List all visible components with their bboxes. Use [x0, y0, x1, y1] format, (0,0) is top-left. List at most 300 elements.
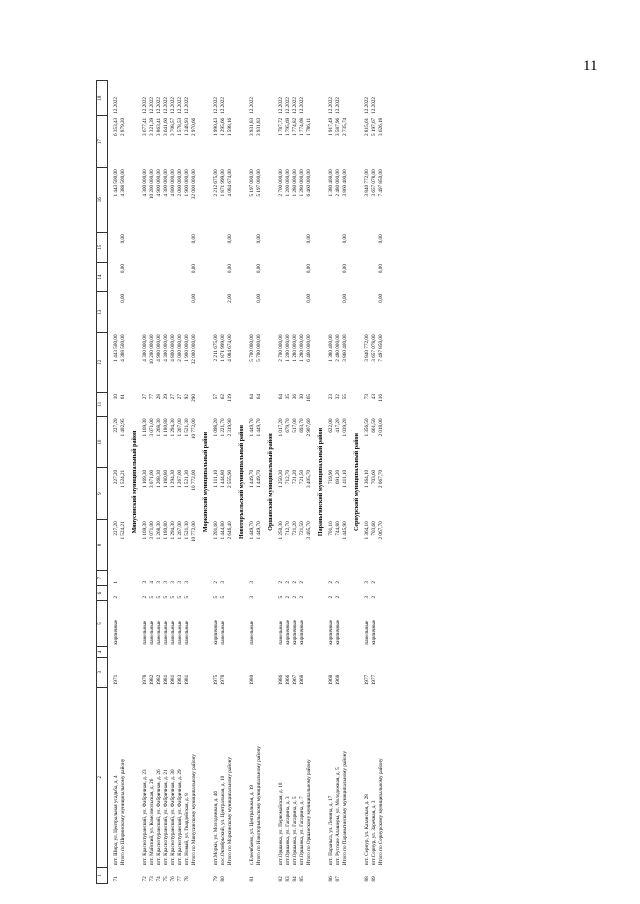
section-title: Минусинский муниципальный район [132, 430, 138, 534]
cell-col-3 [378, 657, 387, 687]
cell-col-10: 2 018,00 [378, 418, 384, 437]
cell-col-11: 32 [335, 394, 341, 400]
cell-col-11: 35 [285, 394, 291, 400]
cell-col-13 [170, 292, 177, 333]
cell-col-7: 3 [220, 581, 226, 584]
cell-col-5: панельные [249, 620, 255, 645]
cell-col-8: 1 444,80 [220, 521, 226, 540]
cell-col-13: 0,00 [120, 293, 126, 303]
cell-col-18: 12.2022 [335, 96, 341, 114]
cell-col-2: Итого по Моркинскому муниципальному району [227, 757, 233, 866]
cell-col-4 [342, 647, 351, 658]
table-row [142, 81, 149, 884]
cell-col-3: 1966 [285, 674, 291, 686]
cell-col-2: пгт. Краснотуранский, ул. Фабричная, д. 30 [170, 769, 176, 866]
cell-col-2: Итого по Оршанскому муниципальному району [306, 759, 312, 866]
cell-col-1: 78 [184, 876, 190, 882]
cell-col-12: 2 000 000,00 [177, 334, 183, 362]
cell-col-5: кирпичные [285, 619, 291, 645]
cell-col-17: 3 641,60 [163, 117, 169, 136]
cell-col-17: 2 970,66 [191, 117, 197, 136]
cell-col-17: 1 787,72 [278, 117, 284, 136]
cell-col-18: 12.2022 [285, 96, 291, 114]
cell-col-2: пгт.Оршанка, ул. Гагарина, д. 3 [285, 796, 291, 866]
cell-col-5: панельные [177, 620, 183, 645]
cell-col-6 [227, 586, 236, 601]
cell-col-4 [170, 647, 177, 658]
cell-col-13 [249, 292, 256, 333]
cell-col-16: 3 840 772,00 [364, 169, 370, 197]
cell-col-8: 721,50 [299, 521, 305, 536]
cell-col-6: 5 [177, 595, 183, 599]
cell-col-8: 703,60 [371, 521, 377, 536]
cell-col-18: 12.2022 [184, 96, 190, 114]
cell-col-17: 3 708,57 [170, 117, 176, 136]
cell-col-13 [299, 292, 306, 333]
cell-col-12: 5 700 000,00 [256, 334, 262, 362]
cell-col-15 [149, 232, 156, 262]
cell-col-1: 86 [328, 876, 334, 882]
cell-col-2: пгт. Шира, ул. Центральная усадьба, д. 4 [113, 775, 119, 866]
cell-col-1: 87 [335, 876, 341, 882]
cell-col-9: 3 071,00 [149, 469, 155, 488]
housing-program-table [96, 80, 387, 884]
cell-col-2: Итого по Сернурскому муниципальному району [378, 758, 384, 866]
cell-col-8: 3 405,70 [306, 521, 312, 540]
cell-col-12: 1 900 000,00 [184, 334, 190, 362]
cell-col-16: 1 443 500,00 [113, 169, 119, 197]
cell-col-10: 1 449,70 [256, 418, 262, 437]
cell-col-16: 4 300 000,00 [142, 169, 148, 197]
cell-col-9: 1 364,10 [364, 469, 370, 488]
cell-col-2: пос.Октябрьский, ул. Центральная, д. 10 [220, 775, 226, 866]
cell-col-18: 12.2022 [364, 96, 370, 114]
column-header-4: 4 [97, 647, 108, 658]
cell-col-9: 1 267,00 [177, 469, 183, 488]
cell-col-10: 1 268,30 [156, 418, 162, 437]
cell-col-10: 679,70 [285, 418, 291, 433]
cell-col-13 [113, 292, 120, 333]
cell-col-14: 0,00 [191, 264, 197, 274]
cell-col-3: 1968 [328, 674, 334, 686]
cell-col-3 [342, 657, 351, 687]
cell-col-8: 1 268,30 [156, 521, 162, 540]
cell-col-14 [299, 262, 306, 292]
cell-col-2: пгт. Краснотуранский, ул. Фабричная, д. 23 [142, 769, 148, 866]
cell-col-4 [149, 647, 156, 658]
cell-col-14 [371, 262, 378, 292]
cell-col-3: 1968 [335, 674, 341, 686]
cell-col-4 [191, 647, 200, 658]
cell-col-15 [113, 232, 120, 262]
cell-col-5: панельные [278, 620, 284, 645]
cell-col-5: панельные [364, 620, 370, 645]
cell-col-6: 2 [299, 595, 305, 599]
cell-col-17: 1 248,93 [184, 117, 190, 136]
cell-col-9: 691,20 [335, 469, 341, 485]
cell-col-12: 1 871 999,00 [220, 334, 226, 362]
cell-col-15 [299, 232, 306, 262]
cell-col-11: 62 [220, 394, 226, 400]
cell-col-7: 2 [328, 581, 334, 584]
cell-col-16: 4 900 000,00 [156, 169, 162, 197]
cell-col-1: 71 [113, 876, 119, 882]
table-row [184, 81, 191, 884]
cell-col-13 [156, 292, 163, 333]
cell-col-14 [163, 262, 170, 292]
cell-col-18: 12.2022 [149, 96, 155, 114]
cell-col-5: кирпичные [299, 619, 305, 645]
cell-col-10: 2 907,60 [306, 418, 312, 437]
cell-col-8: 1 449,70 [249, 521, 255, 540]
cell-col-6: 5 [213, 595, 219, 599]
cell-col-18: 12.2022 [213, 96, 219, 114]
cell-col-14 [177, 262, 184, 292]
cell-col-7: 3 [142, 581, 148, 584]
cell-col-10: 1 039,20 [342, 418, 348, 437]
section-title: Моркинский муниципальный район [203, 431, 209, 533]
cell-col-6: 5 [220, 595, 226, 599]
cell-col-8: 1 250,30 [278, 521, 284, 540]
cell-col-13 [285, 292, 292, 333]
cell-col-12: 3 657 078,00 [371, 334, 377, 362]
cell-col-9: 1 180,80 [163, 469, 169, 488]
cell-col-13 [213, 292, 220, 333]
cell-col-7: 3 [163, 581, 169, 584]
cell-col-14 [249, 262, 256, 292]
cell-col-7: 2 [299, 581, 305, 584]
cell-col-1: 89 [371, 876, 377, 882]
district-total-row [227, 81, 236, 884]
cell-col-13 [163, 292, 170, 333]
cell-col-10: 622,00 [328, 418, 334, 433]
cell-col-10: 693,70 [299, 418, 305, 433]
cell-col-3: 1981 [170, 674, 176, 686]
cell-col-3 [306, 657, 315, 687]
cell-col-7: 2 [292, 581, 298, 584]
district-section-heading [265, 81, 278, 884]
cell-col-4 [335, 647, 342, 658]
district-section-heading [129, 81, 142, 884]
cell-col-5: панельные [184, 620, 190, 645]
cell-col-10: 1 017,20 [278, 418, 284, 437]
column-header-9: 9 [97, 468, 108, 519]
cell-col-5: панельные [142, 620, 148, 645]
cell-col-18: 12.2022 [249, 96, 255, 114]
cell-col-9: 1 111,10 [213, 469, 219, 488]
column-header-17: 17 [97, 116, 108, 167]
cell-col-9: 10 772,00 [191, 469, 197, 491]
cell-col-15: 0,00 [227, 234, 233, 244]
cell-col-10: 1 169,30 [142, 418, 148, 437]
column-header-5: 5 [97, 601, 108, 647]
cell-col-17: 1 786,11 [306, 117, 312, 136]
cell-col-6 [306, 586, 315, 601]
cell-col-1: 74 [156, 876, 162, 882]
table-row [278, 81, 285, 884]
cell-col-1 [120, 867, 129, 883]
cell-col-2: пгт. Краснотуранский, ул. Фабричная, д. 29 [177, 769, 183, 866]
cell-col-15 [213, 232, 220, 262]
landscape-sheet [96, 80, 606, 884]
cell-col-17: 1 990,43 [213, 117, 219, 136]
cell-col-1 [227, 867, 236, 883]
cell-col-1: 72 [142, 876, 148, 882]
cell-col-11: 64 [256, 394, 262, 400]
column-header-14: 14 [97, 262, 108, 292]
cell-col-2: пгт. Русские Алашеры, ул. Молодежная, д. 5 [335, 767, 341, 866]
cell-col-9: 1 250,30 [278, 469, 284, 488]
cell-col-1: 80 [220, 876, 226, 882]
cell-col-1 [342, 867, 351, 883]
cell-col-2: Итого по Новоторъяльскому муниципальному району [256, 746, 262, 866]
cell-col-11: 290 [191, 394, 197, 402]
cell-col-8: 10 772,00 [191, 521, 197, 543]
district-section-heading [315, 81, 328, 884]
cell-col-6: 2 [371, 595, 377, 599]
cell-col-15 [163, 232, 170, 262]
cell-col-6: 2 [285, 595, 291, 599]
cell-col-17: 1 774,82 [292, 117, 298, 136]
cell-col-13: 0,00 [378, 293, 384, 303]
section-title: Параньгинский муниципальный район [318, 427, 324, 537]
cell-col-12: 1 380 400,00 [328, 334, 334, 362]
cell-col-2: пгт.Оршанка, ул. Гагарина, д. 7 [299, 796, 305, 866]
cell-col-13 [335, 292, 342, 333]
cell-col-17: 1 774,08 [299, 117, 305, 136]
cell-col-11: 55 [342, 394, 348, 400]
cell-col-1: 75 [163, 876, 169, 882]
cell-col-2: с.Елеевбаево, ул. Центральная, д. 19 [249, 784, 255, 866]
cell-col-4 [177, 647, 184, 658]
cell-col-15: 0,00 [191, 234, 197, 244]
cell-col-18 [378, 81, 387, 116]
table-row [213, 81, 220, 884]
district-total-row [306, 81, 315, 884]
cell-col-1 [256, 867, 265, 883]
cell-col-18: 12.2022 [299, 96, 305, 114]
section-title: Новоторъяльский муниципальный район [239, 425, 245, 539]
cell-col-2: пгт.Оршанка, ул. Первомайская, д. 10 [278, 782, 284, 866]
cell-col-3: 1983 [177, 674, 183, 686]
cell-col-3: 1982 [149, 674, 155, 686]
district-section-heading [200, 81, 213, 884]
cell-col-3: 1986 [278, 674, 284, 686]
rotated-table-area [96, 80, 606, 884]
cell-col-8: 2 067,70 [378, 521, 384, 540]
cell-col-16: 1 380 400,00 [328, 169, 334, 197]
cell-col-16: 10 200 000,00 [149, 169, 155, 200]
cell-col-2: пгт. Краснотуранский, ул. Фабричная, д. 21 [163, 769, 169, 866]
cell-col-10: 1 180,80 [163, 418, 169, 437]
cell-col-18 [256, 81, 265, 116]
cell-col-13 [292, 292, 299, 333]
cell-col-17: 2 815,61 [364, 117, 370, 136]
cell-col-14: 0,00 [227, 264, 233, 274]
cell-col-5: панельные [163, 620, 169, 645]
cell-col-4 [227, 647, 236, 658]
table-row [156, 81, 163, 884]
cell-col-10: 661,50 [371, 418, 377, 433]
cell-col-5 [227, 601, 236, 647]
cell-col-9: 1 444,80 [220, 469, 226, 488]
table-row [292, 81, 299, 884]
district-total-row [378, 81, 387, 884]
cell-col-14 [170, 262, 177, 292]
section-title: Оршанский муниципальный район [268, 433, 274, 531]
cell-col-12: 4 800 000,00 [170, 334, 176, 362]
cell-col-11: 27 [142, 394, 148, 400]
table-row [163, 81, 170, 884]
cell-col-12: 3 860 400,00 [342, 334, 348, 362]
cell-col-7 [342, 571, 351, 586]
cell-col-17: 3 626,18 [378, 117, 384, 136]
cell-col-16: 5 197 000,00 [249, 169, 255, 197]
cell-col-11: 64 [249, 394, 255, 400]
cell-col-10: 1 221,70 [220, 418, 226, 437]
cell-col-8: 712,70 [285, 521, 291, 536]
cell-col-9: 227,20 [113, 469, 119, 485]
cell-col-9: 3 405,70 [306, 469, 312, 488]
cell-col-1 [191, 867, 200, 883]
cell-col-3 [227, 657, 236, 687]
table-row [299, 81, 306, 884]
cell-col-17: 3 931,83 [249, 117, 255, 136]
cell-col-7: 2 [278, 581, 284, 584]
cell-col-3: 1981 [184, 674, 190, 686]
cell-col-11: 43 [371, 394, 377, 400]
cell-col-8: 1 364,10 [364, 521, 370, 540]
cell-col-11: 119 [227, 394, 233, 402]
cell-col-8: 1 169,30 [142, 521, 148, 540]
cell-col-7: 4 [149, 581, 155, 584]
cell-col-5 [306, 601, 315, 647]
cell-col-15 [249, 232, 256, 262]
cell-col-6 [191, 586, 200, 601]
cell-col-13 [371, 292, 378, 333]
cell-col-4 [292, 647, 299, 658]
cell-col-13: 2,00 [227, 293, 233, 303]
cell-col-12: 4 388 500,00 [120, 334, 126, 362]
page-number: 11 [583, 58, 598, 74]
cell-col-9: 1 449,70 [256, 469, 262, 488]
cell-col-8: 721,20 [292, 521, 298, 536]
cell-col-13 [184, 292, 191, 333]
cell-col-18: 12.2022 [170, 96, 176, 114]
cell-col-12: 7 497 850,00 [378, 334, 384, 362]
cell-col-18 [120, 81, 129, 116]
cell-col-10: 1 098,20 [213, 418, 219, 437]
cell-col-1: 77 [177, 876, 183, 882]
table-row [328, 81, 335, 884]
cell-col-2: Итого по Минусинскому муниципальному району [191, 754, 197, 866]
cell-col-4 [113, 647, 120, 658]
cell-col-5 [256, 601, 265, 647]
cell-col-18: 12.2022 [278, 96, 284, 114]
cell-col-10: 1 294,30 [170, 418, 176, 437]
column-header-11: 11 [97, 392, 108, 416]
cell-col-15 [328, 232, 335, 262]
cell-col-9: 2 555,90 [227, 469, 233, 488]
cell-col-18: 12.2022 [142, 96, 148, 114]
cell-col-14: 0,00 [256, 264, 262, 274]
cell-col-1: 85 [299, 876, 305, 882]
cell-col-16: 4 300 000,00 [163, 169, 169, 197]
cell-col-4 [299, 647, 306, 658]
cell-col-9: 719,90 [328, 469, 334, 485]
cell-col-4 [220, 647, 227, 658]
column-header-7: 7 [97, 571, 108, 586]
cell-col-10: 1 267,00 [177, 418, 183, 437]
cell-col-18 [342, 81, 351, 116]
cell-col-18: 12.2022 [371, 96, 377, 114]
cell-col-14: 0,00 [342, 264, 348, 274]
cell-col-7 [306, 571, 315, 586]
cell-col-17: 1 295,66 [220, 117, 226, 136]
cell-col-6: 5 [149, 595, 155, 599]
cell-col-6 [342, 586, 351, 601]
cell-col-5: кирпичные [371, 619, 377, 645]
district-total-row [256, 81, 265, 884]
table-row [113, 81, 120, 884]
cell-col-18: 12.2022 [156, 96, 162, 114]
cell-col-15: 0,00 [120, 234, 126, 244]
cell-col-4 [249, 647, 256, 658]
cell-col-16: 3 860 400,00 [342, 169, 348, 197]
table-row [177, 81, 184, 884]
cell-col-16: 4 388 500,00 [120, 169, 126, 197]
cell-col-7: 3 [170, 581, 176, 584]
cell-col-3 [120, 657, 129, 687]
cell-col-3 [191, 657, 200, 687]
cell-col-11: 64 [278, 394, 284, 400]
cell-col-4 [378, 647, 387, 658]
cell-col-11: 36 [292, 394, 298, 400]
cell-col-8: 3 071,00 [149, 521, 155, 540]
cell-col-6: 3 [249, 595, 255, 599]
cell-col-14: 0,00 [306, 264, 312, 274]
cell-col-18: 12.2022 [113, 96, 119, 114]
cell-col-7: 2 [213, 581, 219, 584]
cell-col-16: 1 200 000,00 [285, 169, 291, 197]
cell-col-10: 2 319,90 [227, 418, 233, 437]
cell-col-3: 1968 [299, 674, 305, 686]
cell-col-15 [156, 232, 163, 262]
cell-col-6: 5 [278, 595, 284, 599]
cell-col-10: 1 356,50 [364, 418, 370, 437]
cell-col-12: 32 000 000,00 [191, 334, 197, 365]
cell-col-15 [364, 232, 371, 262]
cell-col-3: 1971 [113, 674, 119, 686]
cell-col-4 [156, 647, 163, 658]
cell-col-9: 703,60 [371, 469, 377, 485]
cell-col-17: 2 735,74 [342, 117, 348, 136]
cell-col-17: 3 321,39 [149, 117, 155, 136]
cell-col-17: 3 677,41 [142, 117, 148, 136]
cell-col-7: 2 [285, 581, 291, 584]
cell-col-15 [335, 232, 342, 262]
cell-col-14 [156, 262, 163, 292]
cell-col-3: 1977 [364, 674, 370, 686]
cell-col-1: 79 [213, 876, 219, 882]
cell-col-9: 1 294,30 [170, 469, 176, 488]
cell-col-15 [278, 232, 285, 262]
cell-col-14 [184, 262, 191, 292]
cell-col-14 [364, 262, 371, 292]
cell-col-8: 744,80 [335, 521, 341, 536]
cell-col-5: панельные [156, 620, 162, 645]
cell-col-10: 417,20 [335, 418, 341, 433]
